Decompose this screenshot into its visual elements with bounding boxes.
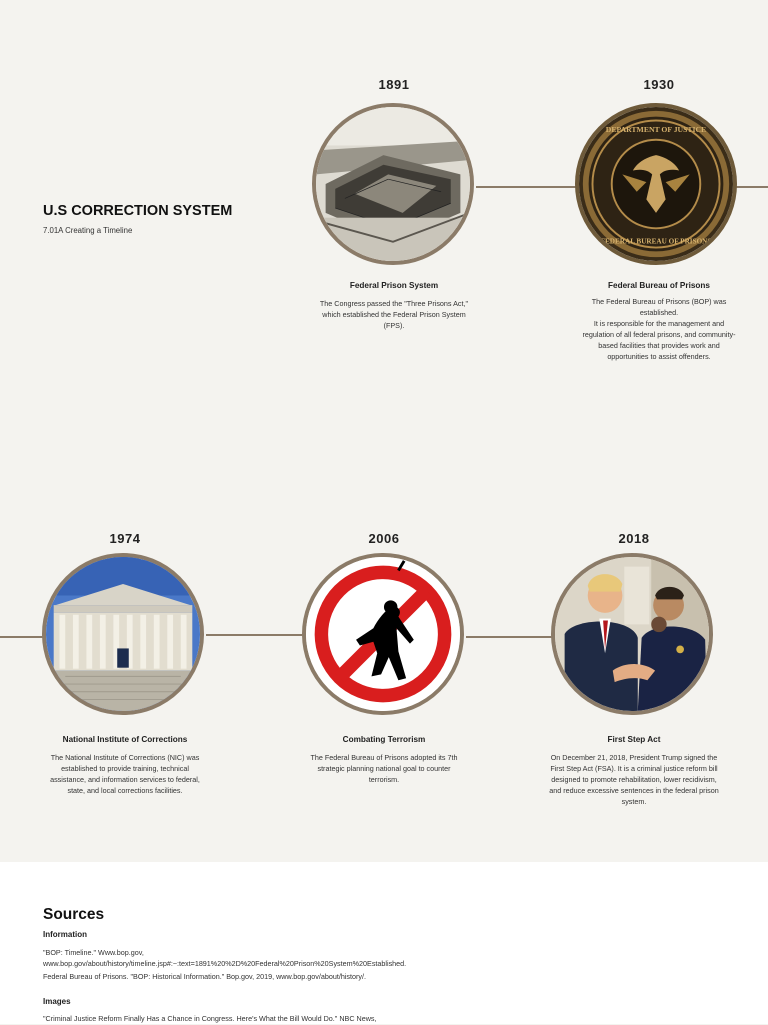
event-title: Federal Prison System — [349, 281, 439, 290]
event-year: 1891 — [378, 77, 410, 92]
event-year: 2018 — [618, 531, 650, 546]
sources-heading: Sources — [43, 906, 105, 923]
svg-text:FEDERAL BUREAU OF PRISONS: FEDERAL BUREAU OF PRISONS — [600, 237, 712, 246]
event-image — [575, 103, 737, 265]
event-image — [551, 553, 713, 715]
event-image — [302, 553, 464, 715]
event-title: National Institute of Corrections — [62, 735, 188, 744]
handshake-photo-image — [555, 557, 709, 711]
information-label: Information — [43, 930, 87, 939]
event-description: The Congress passed the "Three Prisons Act," which established the Federal Prison System (FPS). — [319, 299, 469, 330]
event-image — [312, 103, 474, 265]
event-image — [42, 553, 204, 715]
no-terrorism-sign-image — [306, 557, 460, 711]
timeline-line-row2 — [206, 634, 302, 636]
page-subtitle: 7.01A Creating a Timeline — [43, 226, 133, 235]
information-source: "BOP: Timeline." Www.bop.gov, www.bop.gov/about/history/timeline.jsp#:~:text=1891%20%2D%20Federal%20Prison%20System%20Established. — [43, 948, 407, 968]
images-label: Images — [43, 997, 71, 1006]
prison-engraving-image — [316, 107, 470, 261]
event-year: 1930 — [643, 77, 675, 92]
bop-seal-image — [579, 107, 733, 261]
event-description: The Federal Bureau of Prisons (BOP) was established. It is responsible for the management and regulation of all federal prisons, and community-based facilities that provides work and opportunities to assist offenders. — [582, 297, 736, 361]
page-title: U.S CORRECTION SYSTEM — [43, 203, 233, 219]
event-description: The National Institute of Corrections (NIC) was established to provide training, technical assistance, and information services to federal, state, and local corrections facilities. — [50, 753, 200, 795]
event-year: 1974 — [109, 531, 141, 546]
event-description: On December 21, 2018, President Trump signed the First Step Act (FSA). It is a criminal justice reform bill designed to promote rehabilitation, lower recidivism, and reduce excessive sentences in the federal prison system. — [549, 753, 719, 806]
image-source: "Criminal Justice Reform Finally Has a Chance in Congress. Here's What the Bill Would Do." NBC News, — [43, 1014, 377, 1023]
event-title: First Step Act — [607, 735, 661, 744]
event-title: Federal Bureau of Prisons — [608, 281, 710, 290]
timeline-line-row2 — [0, 636, 44, 638]
information-source: Federal Bureau of Prisons. "BOP: Historical Information." Bop.gov, 2019, www.bop.gov/about/history/. — [43, 972, 366, 981]
event-title: Combating Terrorism — [342, 735, 426, 744]
svg-text:DEPARTMENT OF JUSTICE: DEPARTMENT OF JUSTICE — [605, 125, 707, 135]
capitol-building-image — [46, 557, 200, 711]
timeline-line-row2 — [466, 636, 552, 638]
sources-section — [0, 862, 768, 1024]
event-description: The Federal Bureau of Prisons adopted its 7th strategic planning national goal to counter terrorism. — [310, 753, 458, 784]
event-year: 2006 — [368, 531, 400, 546]
